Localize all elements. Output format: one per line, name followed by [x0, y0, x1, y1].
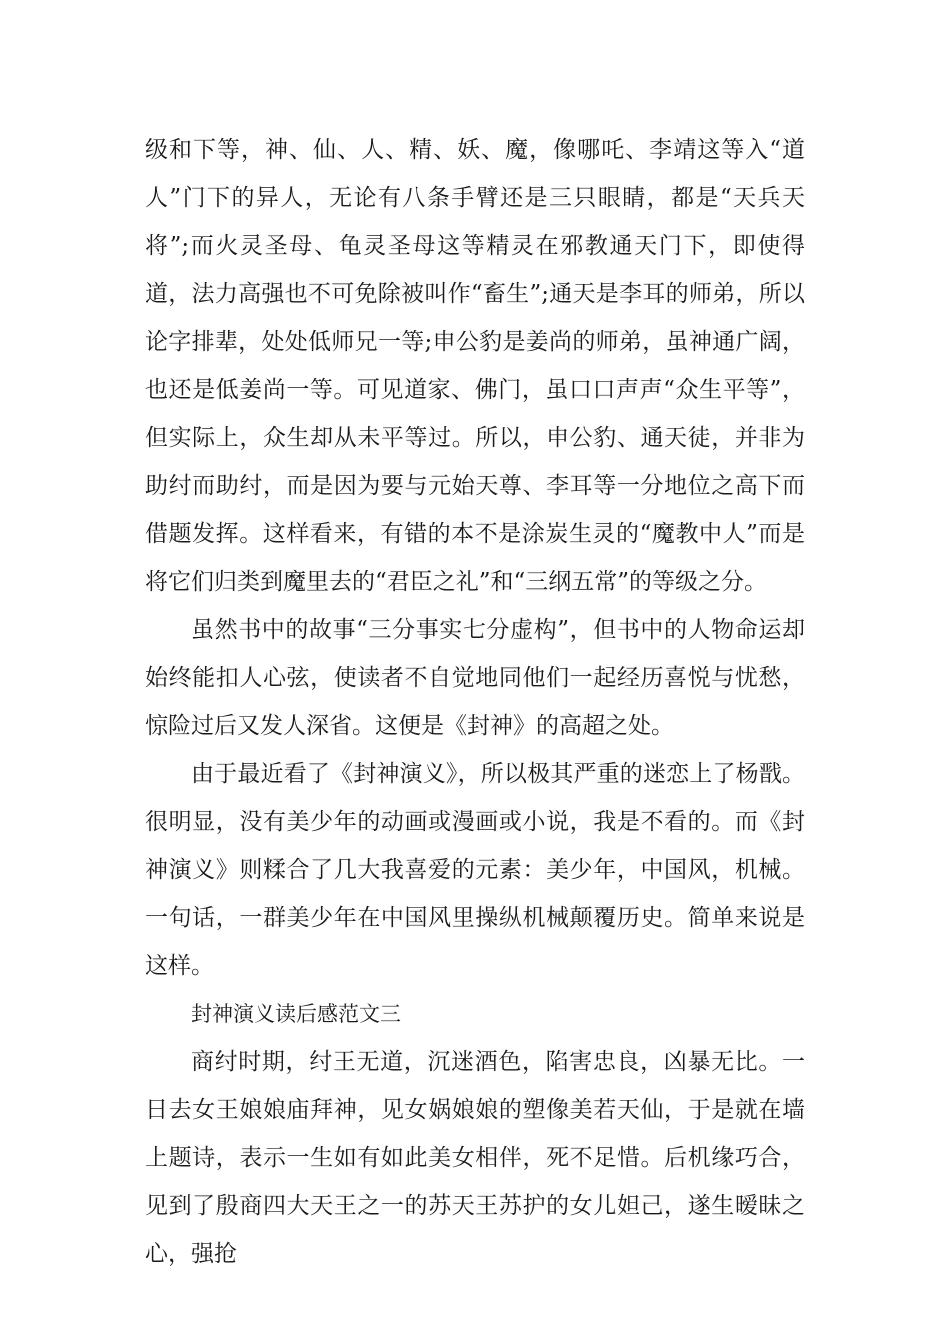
section-heading: 封神演义读后感范文三	[191, 1002, 401, 1026]
paragraph: 由于最近看了《封神演义》，所以极其严重的迷恋上了杨戬。很明显，没有美少年的动画或漫画或小说，我是不看的。而《封神演义》则糅合了几大我喜爱的元素：美少年，中国风，机械。一句话，一群美少年在中国风里操纵机械颠覆历史。简单来说是这样。	[145, 761, 805, 979]
document-body	[145, 126, 805, 1278]
paragraph: 商纣时期，纣王无道，沉迷酒色，陷害忠良，凶暴无比。一日去女王娘娘庙拜神，见女娲娘娘的塑像美若天仙，于是就在墙上题诗，表示一生如有如此美女相伴，死不足惜。后机缘巧合，见到了殷商四大天王之一的苏天王苏护的女儿妲己，遂生暧昧之心，强抢	[145, 1049, 805, 1267]
paragraph-continued: 级和下等，神、仙、人、精、妖、魔，像哪吒、李靖这等入“道人”门下的异人，无论有八条手臂还是三只眼睛，都是“天兵天将”;而火灵圣母、龟灵圣母这等精灵在邪教通天门下，即使得道，法力高强也不可免除被叫作“畜生”;通天是李耳的师弟，所以论字排辈，处处低师兄一等;申公豹是姜尚的师弟，虽神通广阔，也还是低姜尚一等。可见道家、佛门，虽口口声声“众生平等”，但实际上，众生却从未平等过。所以，申公豹、通天徒，并非为助纣而助纣，而是因为要与元始天尊、李耳等一分地位之高下而借题发挥。这样看来，有错的本不是涂炭生灵的“魔教中人”而是将它们归类到魔里去的“君臣之礼”和“三纲五常”的等级之分。	[145, 137, 805, 595]
paragraph: 虽然书中的故事“三分事实七分虚构”，但书中的人物命运却始终能扣人心弦，使读者不自觉地同他们一起经历喜悦与忧愁，惊险过后又发人深省。这便是《封神》的高超之处。	[145, 617, 805, 739]
